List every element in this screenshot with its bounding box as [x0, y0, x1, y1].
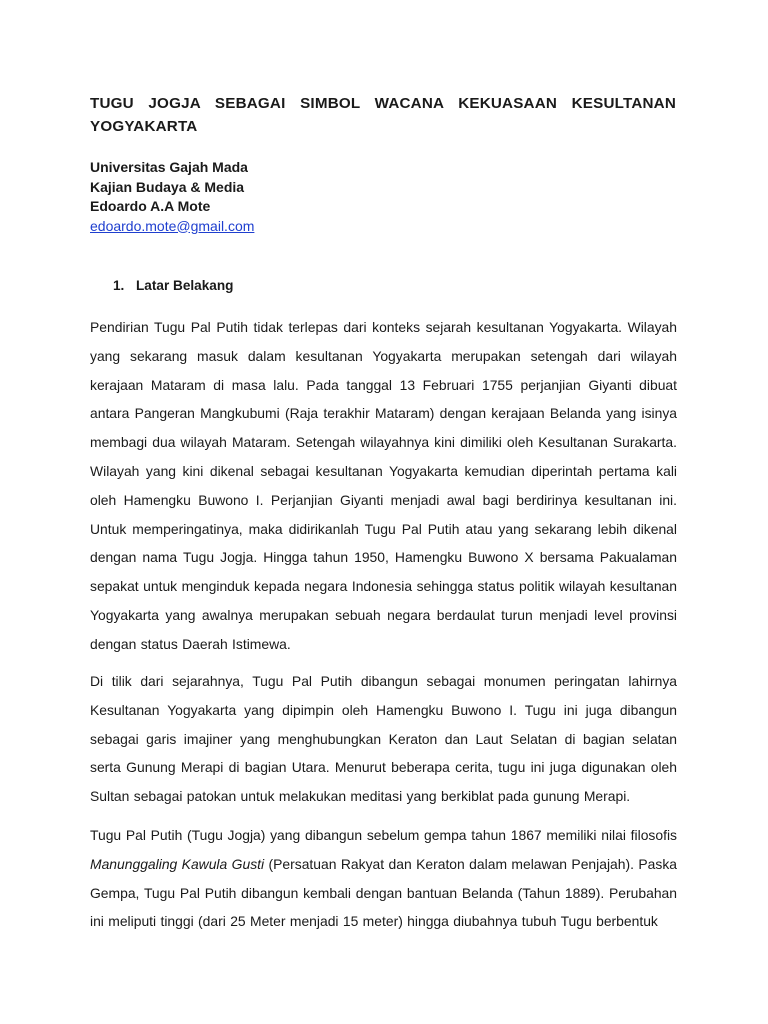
- author-block: [90, 158, 254, 236]
- paragraph: Pendirian Tugu Pal Putih tidak terlepas dari konteks sejarah kesultanan Yogyakarta. Wilayah yang sekarang masuk dalam kesultanan Yogyakarta merupakan setengah dari wilayah kerajaan Mataram di masa lalu. Pada tanggal 13 Februari 1755 perjanjian Giyanti dibuat antara Pangeran Mangkubumi (Raja terakhir Mataram) dengan kerajaan Belanda yang isinya membagi dua wilayah Mataram. Setengah wilayahnya kini dimiliki oleh Kesultanan Surakarta. Wilayah yang kini dikenal sebagai kesultanan Yogyakarta kemudian diperintah pertama kali oleh Hamengku Buwono I. Perjanjian Giyanti menjadi awal bagi berdirinya kesultanan ini. Untuk memperingatinya, maka didirikanlah Tugu Pal Putih atau yang sekarang lebih dikenal dengan nama Tugu Jogja. Hingga tahun 1950, Hamengku Buwono X bersama Pakualaman sepakat untuk menginduk kepada negara Indonesia sehingga status politik wilayah kesultanan Yogyakarta yang awalnya merupakan sebuah negara berdaulat turun menjadi level provinsi dengan status Daerah Istimewa.: [90, 319, 677, 652]
- department-name: Kajian Budaya & Media: [90, 178, 245, 195]
- paragraph-text: (Persatuan Rakyat dan Keraton dalam melawan Penjajah). Paska Gempa, Tugu Pal Putih dibangun kembali dengan bantuan Belanda (Tahun 1889). Perubahan ini meliputi tinggi (dari 25 Meter menjadi 15 meter) hingga diubahnya tubuh Tugu berbentuk: [90, 855, 678, 930]
- section-number: 1.: [113, 278, 125, 293]
- section-heading: [113, 276, 233, 296]
- section-title: Latar Belakang: [136, 278, 234, 293]
- paragraph: [90, 821, 677, 936]
- document-title: TUGU JOGJA SEBAGAI SIMBOL WACANA KEKUASAAN KESULTANAN: [90, 95, 676, 112]
- institution-name: Universitas Gajah Mada: [90, 159, 248, 175]
- author-email-link[interactable]: edoardo.mote@gmail.com: [90, 217, 255, 234]
- paragraph-text: Tugu Pal Putih (Tugu Jogja) yang dibangun sebelum gempa tahun 1867 memiliki nilai filosofis: [90, 827, 677, 843]
- italic-term: Manunggaling Kawula Gusti: [90, 855, 265, 872]
- paragraph: Di tilik dari sejarahnya, Tugu Pal Putih dibangun sebagai monumen peringatan lahirnya Kesultanan Yogyakarta yang dipimpin oleh Hamengku Buwono I. Tugu ini juga dibangun sebagai garis imajiner yang menghubungkan Keraton dan Laut Selatan di bagian selatan serta Gunung Merapi di bagian Utara. Menurut beberapa cerita, tugu ini juga digunakan oleh Sultan sebagai patokan untuk melakukan meditasi yang berkiblat pada gunung Merapi.: [90, 673, 677, 805]
- document-title-continued: YOGYAKARTA: [90, 118, 198, 135]
- author-name: Edoardo A.A Mote: [90, 198, 211, 214]
